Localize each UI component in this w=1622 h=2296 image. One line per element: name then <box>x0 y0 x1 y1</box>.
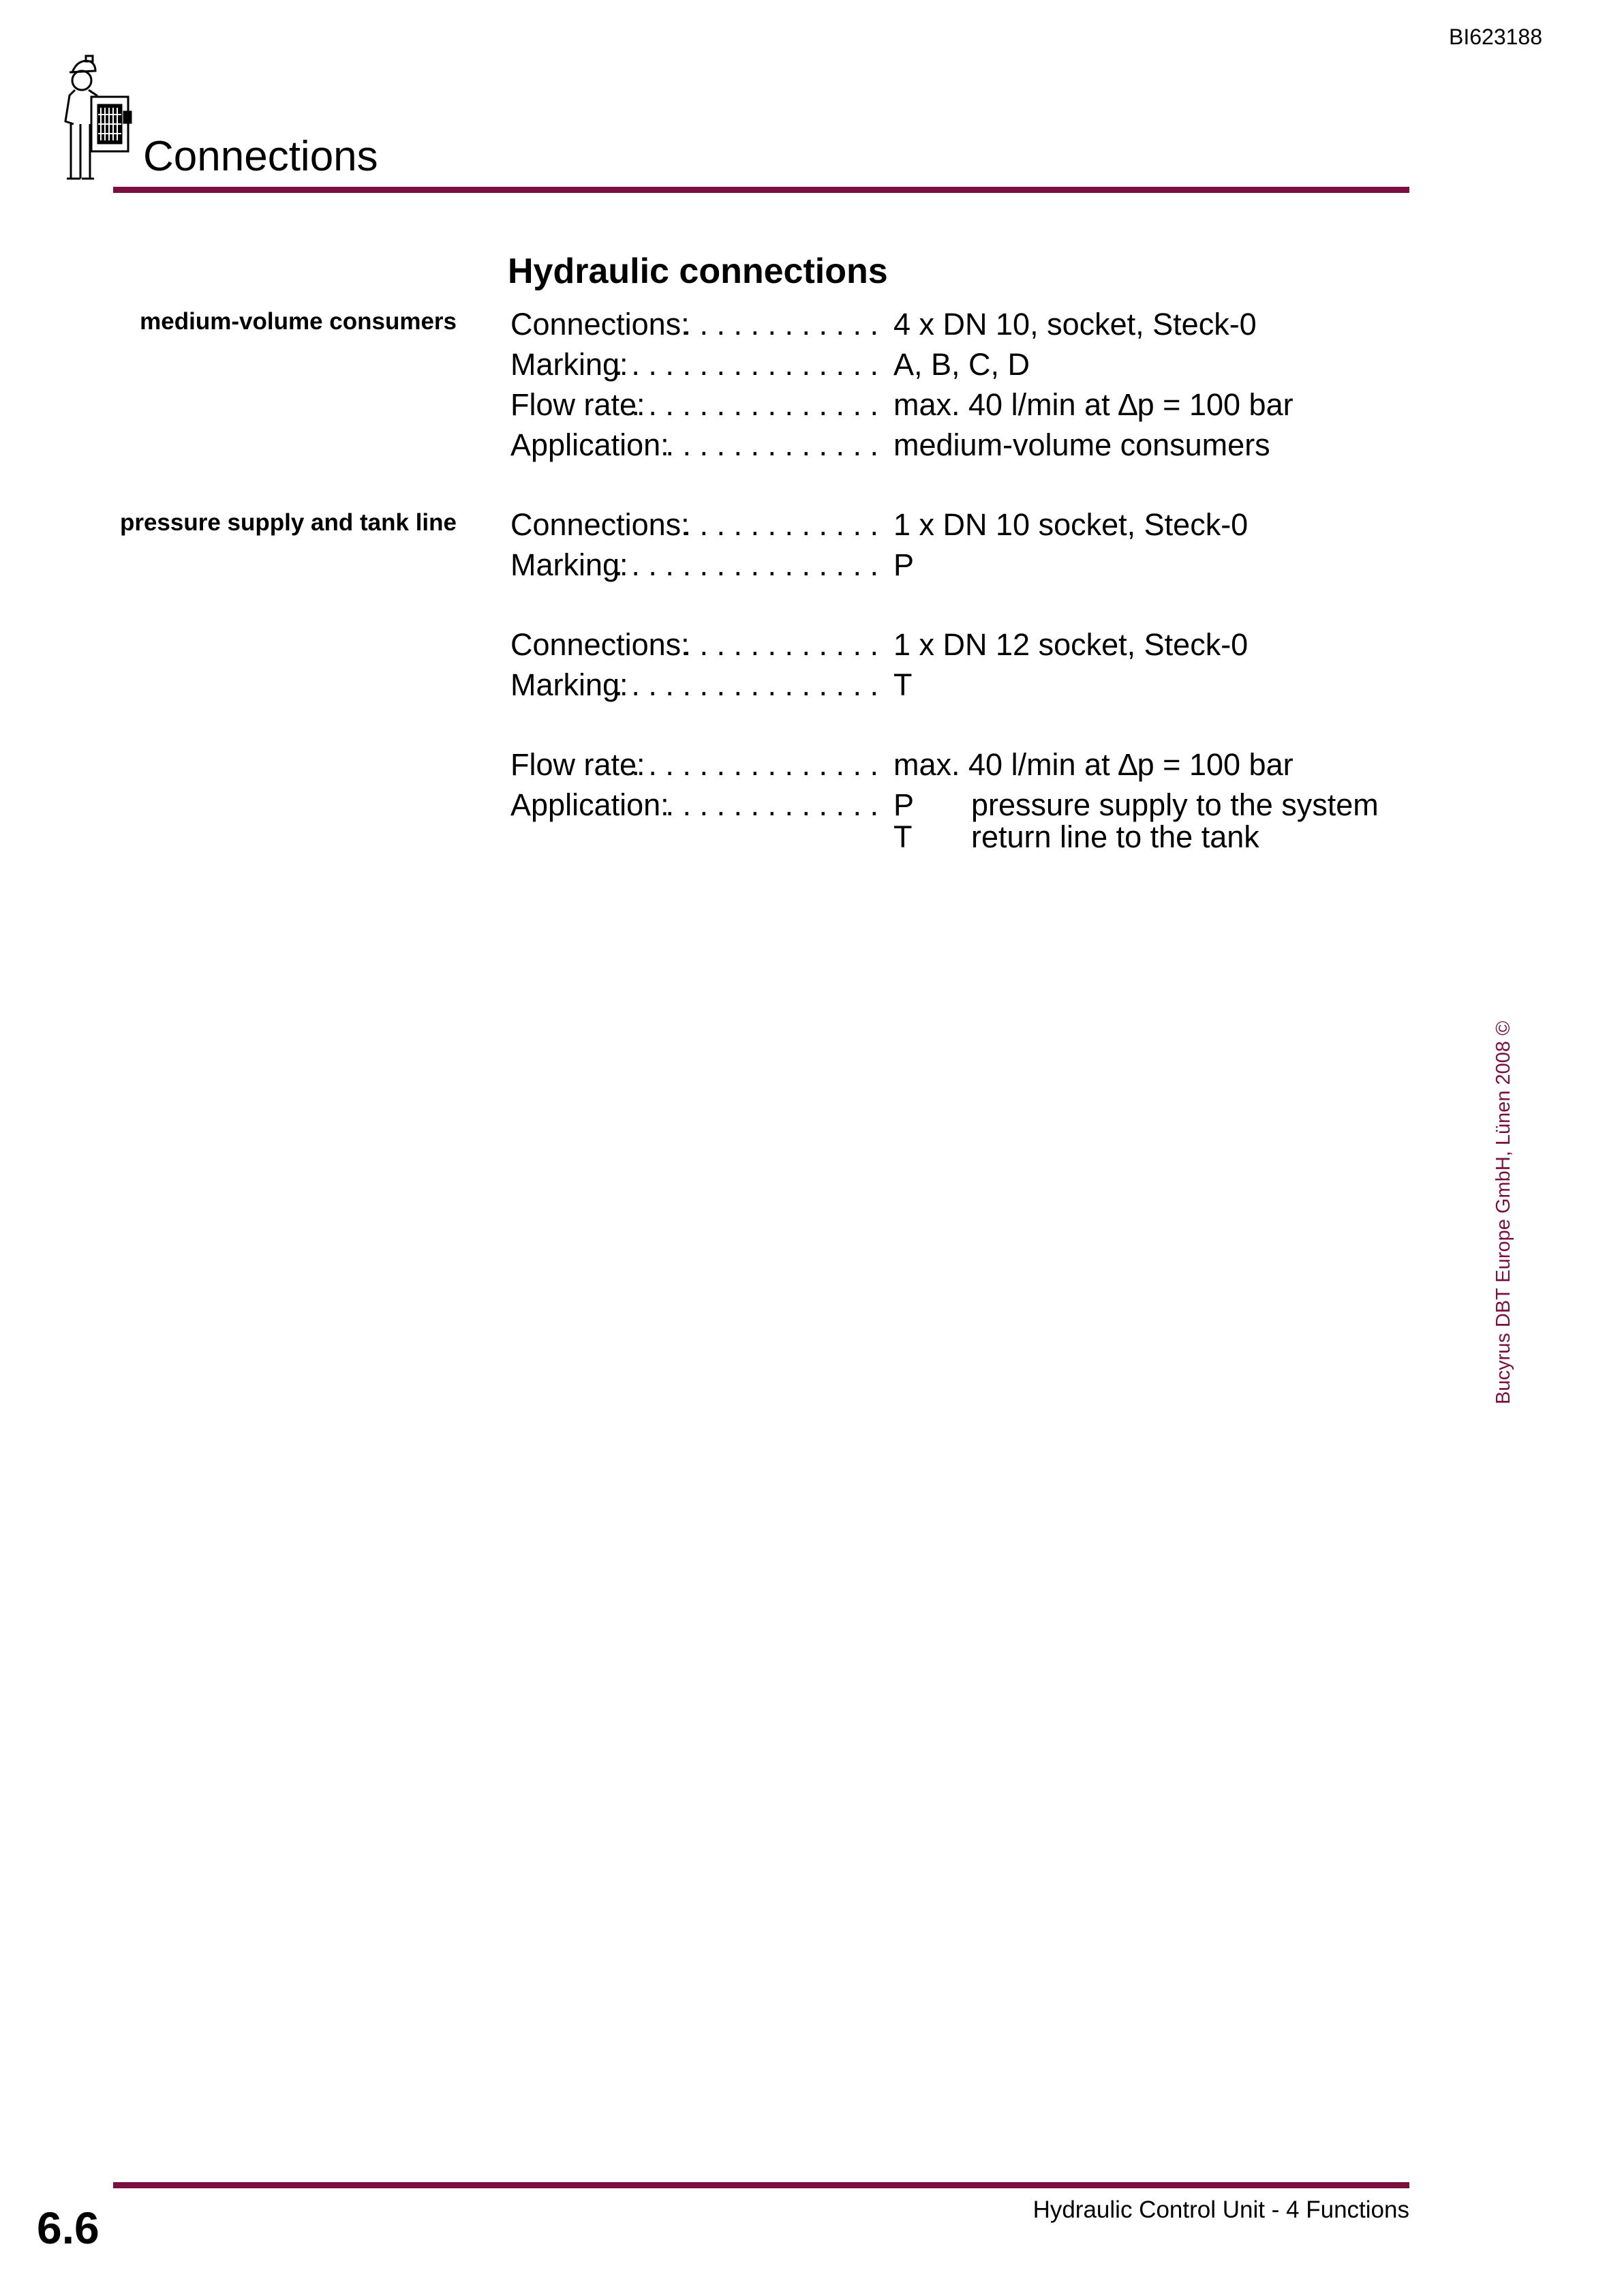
side-label-pressure-supply: pressure supply and tank line <box>119 509 457 536</box>
spec-value: 4 x DN 10, socket, Steck-0 <box>893 307 1257 342</box>
spec-value: T <box>893 667 913 702</box>
spec-label: Marking: <box>510 667 628 702</box>
spec-label: Connections: <box>510 627 690 662</box>
dot-leader: . . . . . . . . . . . . <box>682 307 878 342</box>
spec-value: 1 x DN 10 socket, Steck-0 <box>893 507 1249 542</box>
footer-title: Hydraulic Control Unit - 4 Functions <box>1032 2196 1409 2223</box>
spec-value: 1 x DN 12 socket, Steck-0 <box>893 627 1249 662</box>
dot-leader: . . . . . . . . . . . . . . . . <box>614 667 878 702</box>
dot-leader: . . . . . . . . . . . . . <box>665 427 878 462</box>
copyright-notice: Bucyrus DBT Europe GmbH, Lünen 2008 © <box>1493 1021 1514 1404</box>
spec-value: P <box>893 547 915 582</box>
dot-leader: . . . . . . . . . . . . <box>682 507 878 542</box>
port-description: return line to the tank <box>971 819 1259 854</box>
spec-label: Marking: <box>510 547 628 582</box>
spec-label: Flow rate: <box>510 387 645 422</box>
spec-label: Flow rate: <box>510 747 645 782</box>
spec-value: max. 40 l/min at ∆p = 100 bar <box>893 747 1294 782</box>
dot-leader: . . . . . . . . . . . . <box>682 627 878 662</box>
footer-divider <box>113 2182 1409 2188</box>
worker-with-clipboard-icon <box>50 53 135 183</box>
spec-label: Application: <box>510 427 669 462</box>
dot-leader: . . . . . . . . . . . . . . . <box>631 747 878 782</box>
port-description: pressure supply to the system <box>971 787 1379 822</box>
spec-label: Connections: <box>510 307 690 342</box>
dot-leader: . . . . . . . . . . . . . <box>665 787 878 822</box>
section-title: Connections <box>143 133 378 180</box>
spec-label: Marking: <box>510 347 628 382</box>
port-code: P <box>893 787 915 822</box>
spec-value: max. 40 l/min at ∆p = 100 bar <box>893 387 1294 422</box>
spec-value: A, B, C, D <box>893 347 1030 382</box>
header-divider <box>113 187 1409 193</box>
spec-value: medium-volume consumers <box>893 427 1270 462</box>
dot-leader: . . . . . . . . . . . . . . . . <box>614 347 878 382</box>
dot-leader: . . . . . . . . . . . . . . . . <box>614 547 878 582</box>
document-id: BI623188 <box>1449 25 1543 49</box>
port-code: T <box>893 819 913 854</box>
page-heading: Hydraulic connections <box>508 252 888 291</box>
page-number: 6.6 <box>37 2203 100 2253</box>
spec-label: Application: <box>510 787 669 822</box>
spec-label: Connections: <box>510 507 690 542</box>
dot-leader: . . . . . . . . . . . . . . . <box>631 387 878 422</box>
side-label-medium-volume: medium-volume consumers <box>140 308 457 335</box>
